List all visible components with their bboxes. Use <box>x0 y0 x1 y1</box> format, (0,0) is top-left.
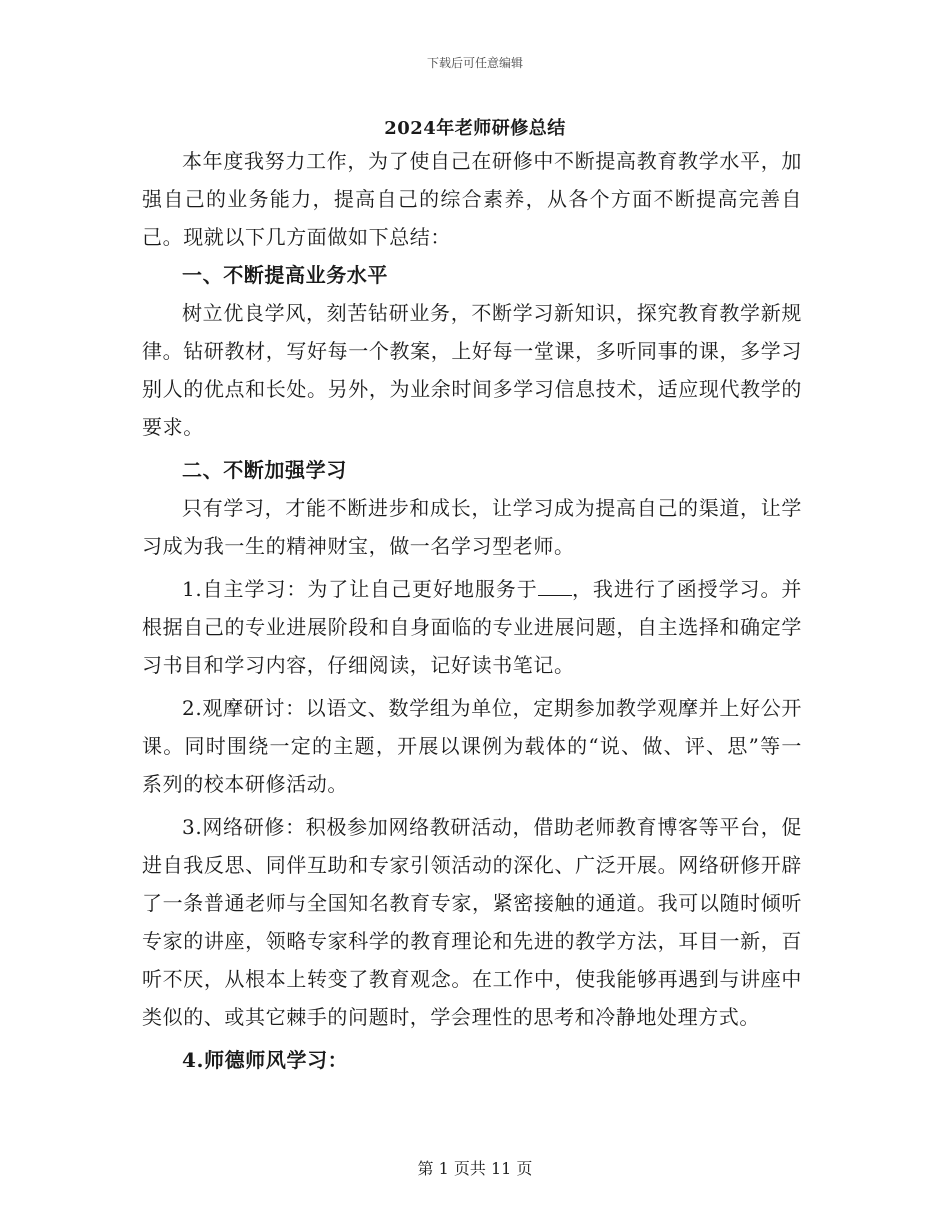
section-2-heading: 二、不断加强学习 <box>182 458 347 482</box>
section-1-paragraph: 树立优良学风，刻苦钻研业务，不断学习新知识，探究教育教学新规律。钻研教材，写好每一个教案，上好每一堂课，多听同事的课，多学习别人的优点和长处。另外，为业余时间多学习信息技术，适应现代教学的要求。 <box>142 301 802 439</box>
header-note: 下载后可任意编辑 <box>426 56 523 70</box>
item-1-text-before-blank: 1.自主学习：为了让自己更好地服务于 <box>182 577 538 601</box>
document-body <box>142 142 802 1079</box>
section-2-paragraph: 只有学习，才能不断进步和成长，让学习成为提高自己的渠道，让学习成为我一生的精神财宝，做一名学习型老师。 <box>142 496 802 558</box>
item-1-paragraph <box>142 570 802 684</box>
fill-in-blank <box>538 577 572 596</box>
item-2-paragraph: 2.观摩研讨：以语文、数学组为单位，定期参加教学观摩并上好公开课。同时围绕一定的主题，开展以课例为载体的“说、做、评、思”等一系列的校本研修活动。 <box>142 696 802 796</box>
intro-paragraph: 本年度我努力工作，为了使自己在研修中不断提高教育教学水平，加强自己的业务能力，提高自己的综合素养，从各个方面不断提高完善自己。现就以下几方面做如下总结： <box>142 149 802 249</box>
item-1-text-after-blank: ，我进行了函授学习。并根据自己的专业进展阶段和自身面临的专业进展问题，自主选择和确定学习书目和学习内容，仔细阅读，记好读书笔记。 <box>142 577 802 677</box>
page-number: 第 1 页共 11 页 <box>417 1159 533 1178</box>
section-1-heading: 一、不断提高业务水平 <box>182 263 388 287</box>
item-4-heading: 4.师德师风学习： <box>182 1048 349 1072</box>
item-3-paragraph: 3.网络研修：积极参加网络教研活动，借助老师教育博客等平台，促进自我反思、同伴互助和专家引领活动的深化、广泛开展。网络研修开辟了一条普通老师与全国知名教育专家，紧密接触的通道。我可以随时倾听专家的讲座，领略专家科学的教育理论和先进的教学方法，耳目一新，百听不厌，从根本上转变了教育观念。在工作中，使我能够再遇到与讲座中类似的、或其它棘手的问题时，学会理性的思考和冷静地处理方式。 <box>142 815 802 1029</box>
document-title: 2024年老师研修总结 <box>384 118 566 139</box>
